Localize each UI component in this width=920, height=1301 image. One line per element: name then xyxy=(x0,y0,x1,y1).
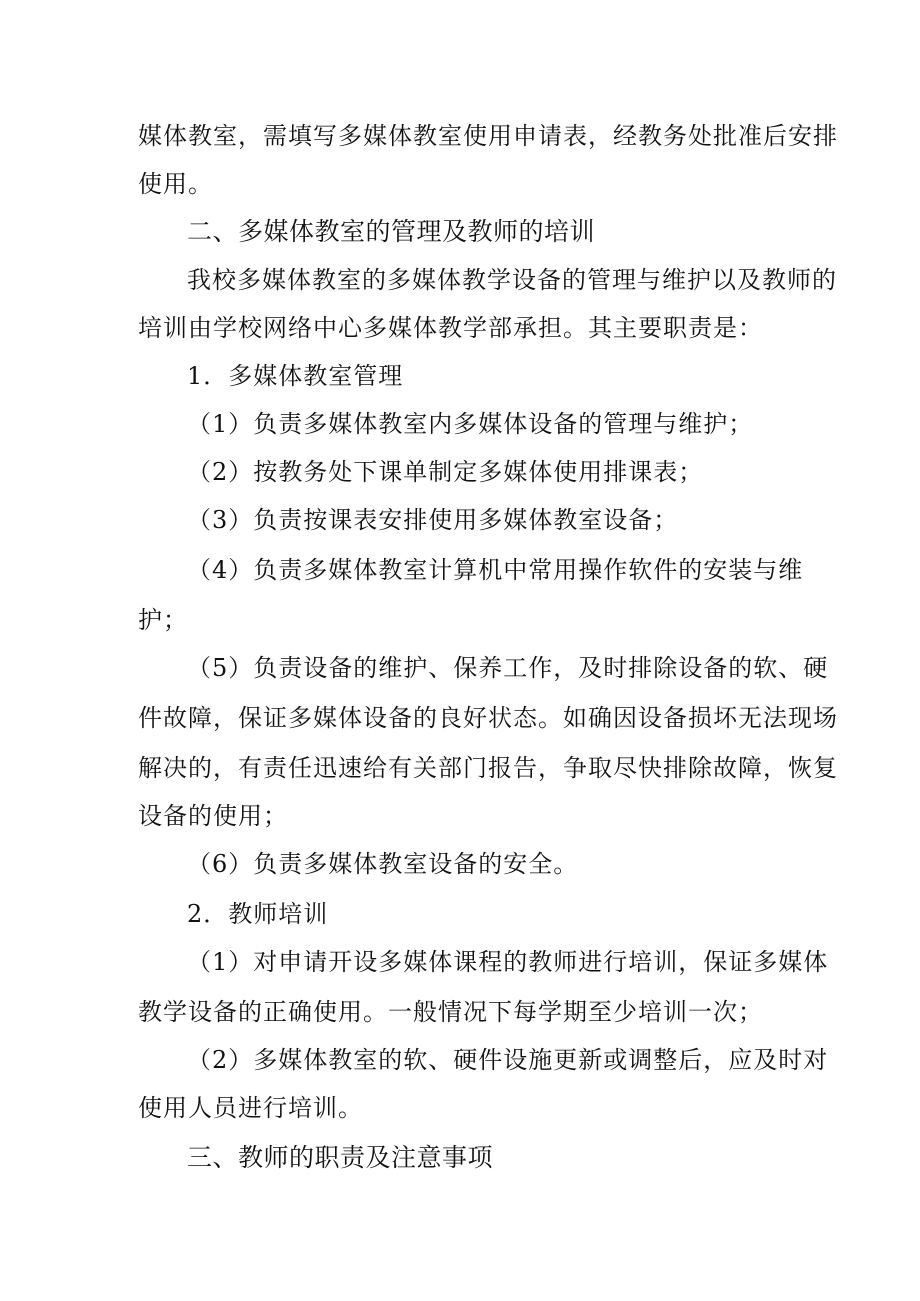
list-item: （3）负责按课表安排使用多媒体教室设备； xyxy=(187,506,679,534)
list-item: （5）负责设备的维护、保养工作，及时排除设备的软、硬 xyxy=(187,654,829,682)
list-item: （6）负责多媒体教室设备的安全。 xyxy=(187,850,579,878)
body-text-line: 培训由学校网络中心多媒体教学部承担。其主要职责是： xyxy=(138,314,763,342)
list-item: （4）负责多媒体教室计算机中常用操作软件的安装与维 xyxy=(187,556,804,584)
subsection-heading: 1．多媒体教室管理 xyxy=(187,362,404,390)
list-item-continuation: 护； xyxy=(138,606,188,634)
list-item: （2）按教务处下课单制定多媒体使用排课表； xyxy=(187,458,704,486)
list-item-continuation: 件故障，保证多媒体设备的良好状态。如确因设备损坏无法现场 xyxy=(138,704,838,732)
list-item-continuation: 教学设备的正确使用。一般情况下每学期至少培训一次； xyxy=(138,998,763,1026)
list-item-continuation: 设备的使用； xyxy=(138,802,288,830)
list-item-continuation: 使用人员进行培训。 xyxy=(138,1094,363,1122)
body-text-line: 使用。 xyxy=(138,170,213,198)
list-item-continuation: 解决的，有责任迅速给有关部门报告，争取尽快排除故障，恢复 xyxy=(138,754,838,782)
body-text-line: 媒体教室，需填写多媒体教室使用申请表，经教务处批准后安排 xyxy=(138,122,838,150)
section-heading: 三、教师的职责及注意事项 xyxy=(187,1143,494,1172)
list-item: （2）多媒体教室的软、硬件设施更新或调整后，应及时对 xyxy=(187,1046,829,1074)
list-item: （1）对申请开设多媒体课程的教师进行培训，保证多媒体 xyxy=(187,948,829,976)
subsection-heading: 2．教师培训 xyxy=(187,900,329,928)
section-heading: 二、多媒体教室的管理及教师的培训 xyxy=(187,217,596,246)
body-text-line: 我校多媒体教室的多媒体教学设备的管理与维护以及教师的 xyxy=(187,266,837,294)
list-item: （1）负责多媒体教室内多媒体设备的管理与维护； xyxy=(187,410,754,438)
